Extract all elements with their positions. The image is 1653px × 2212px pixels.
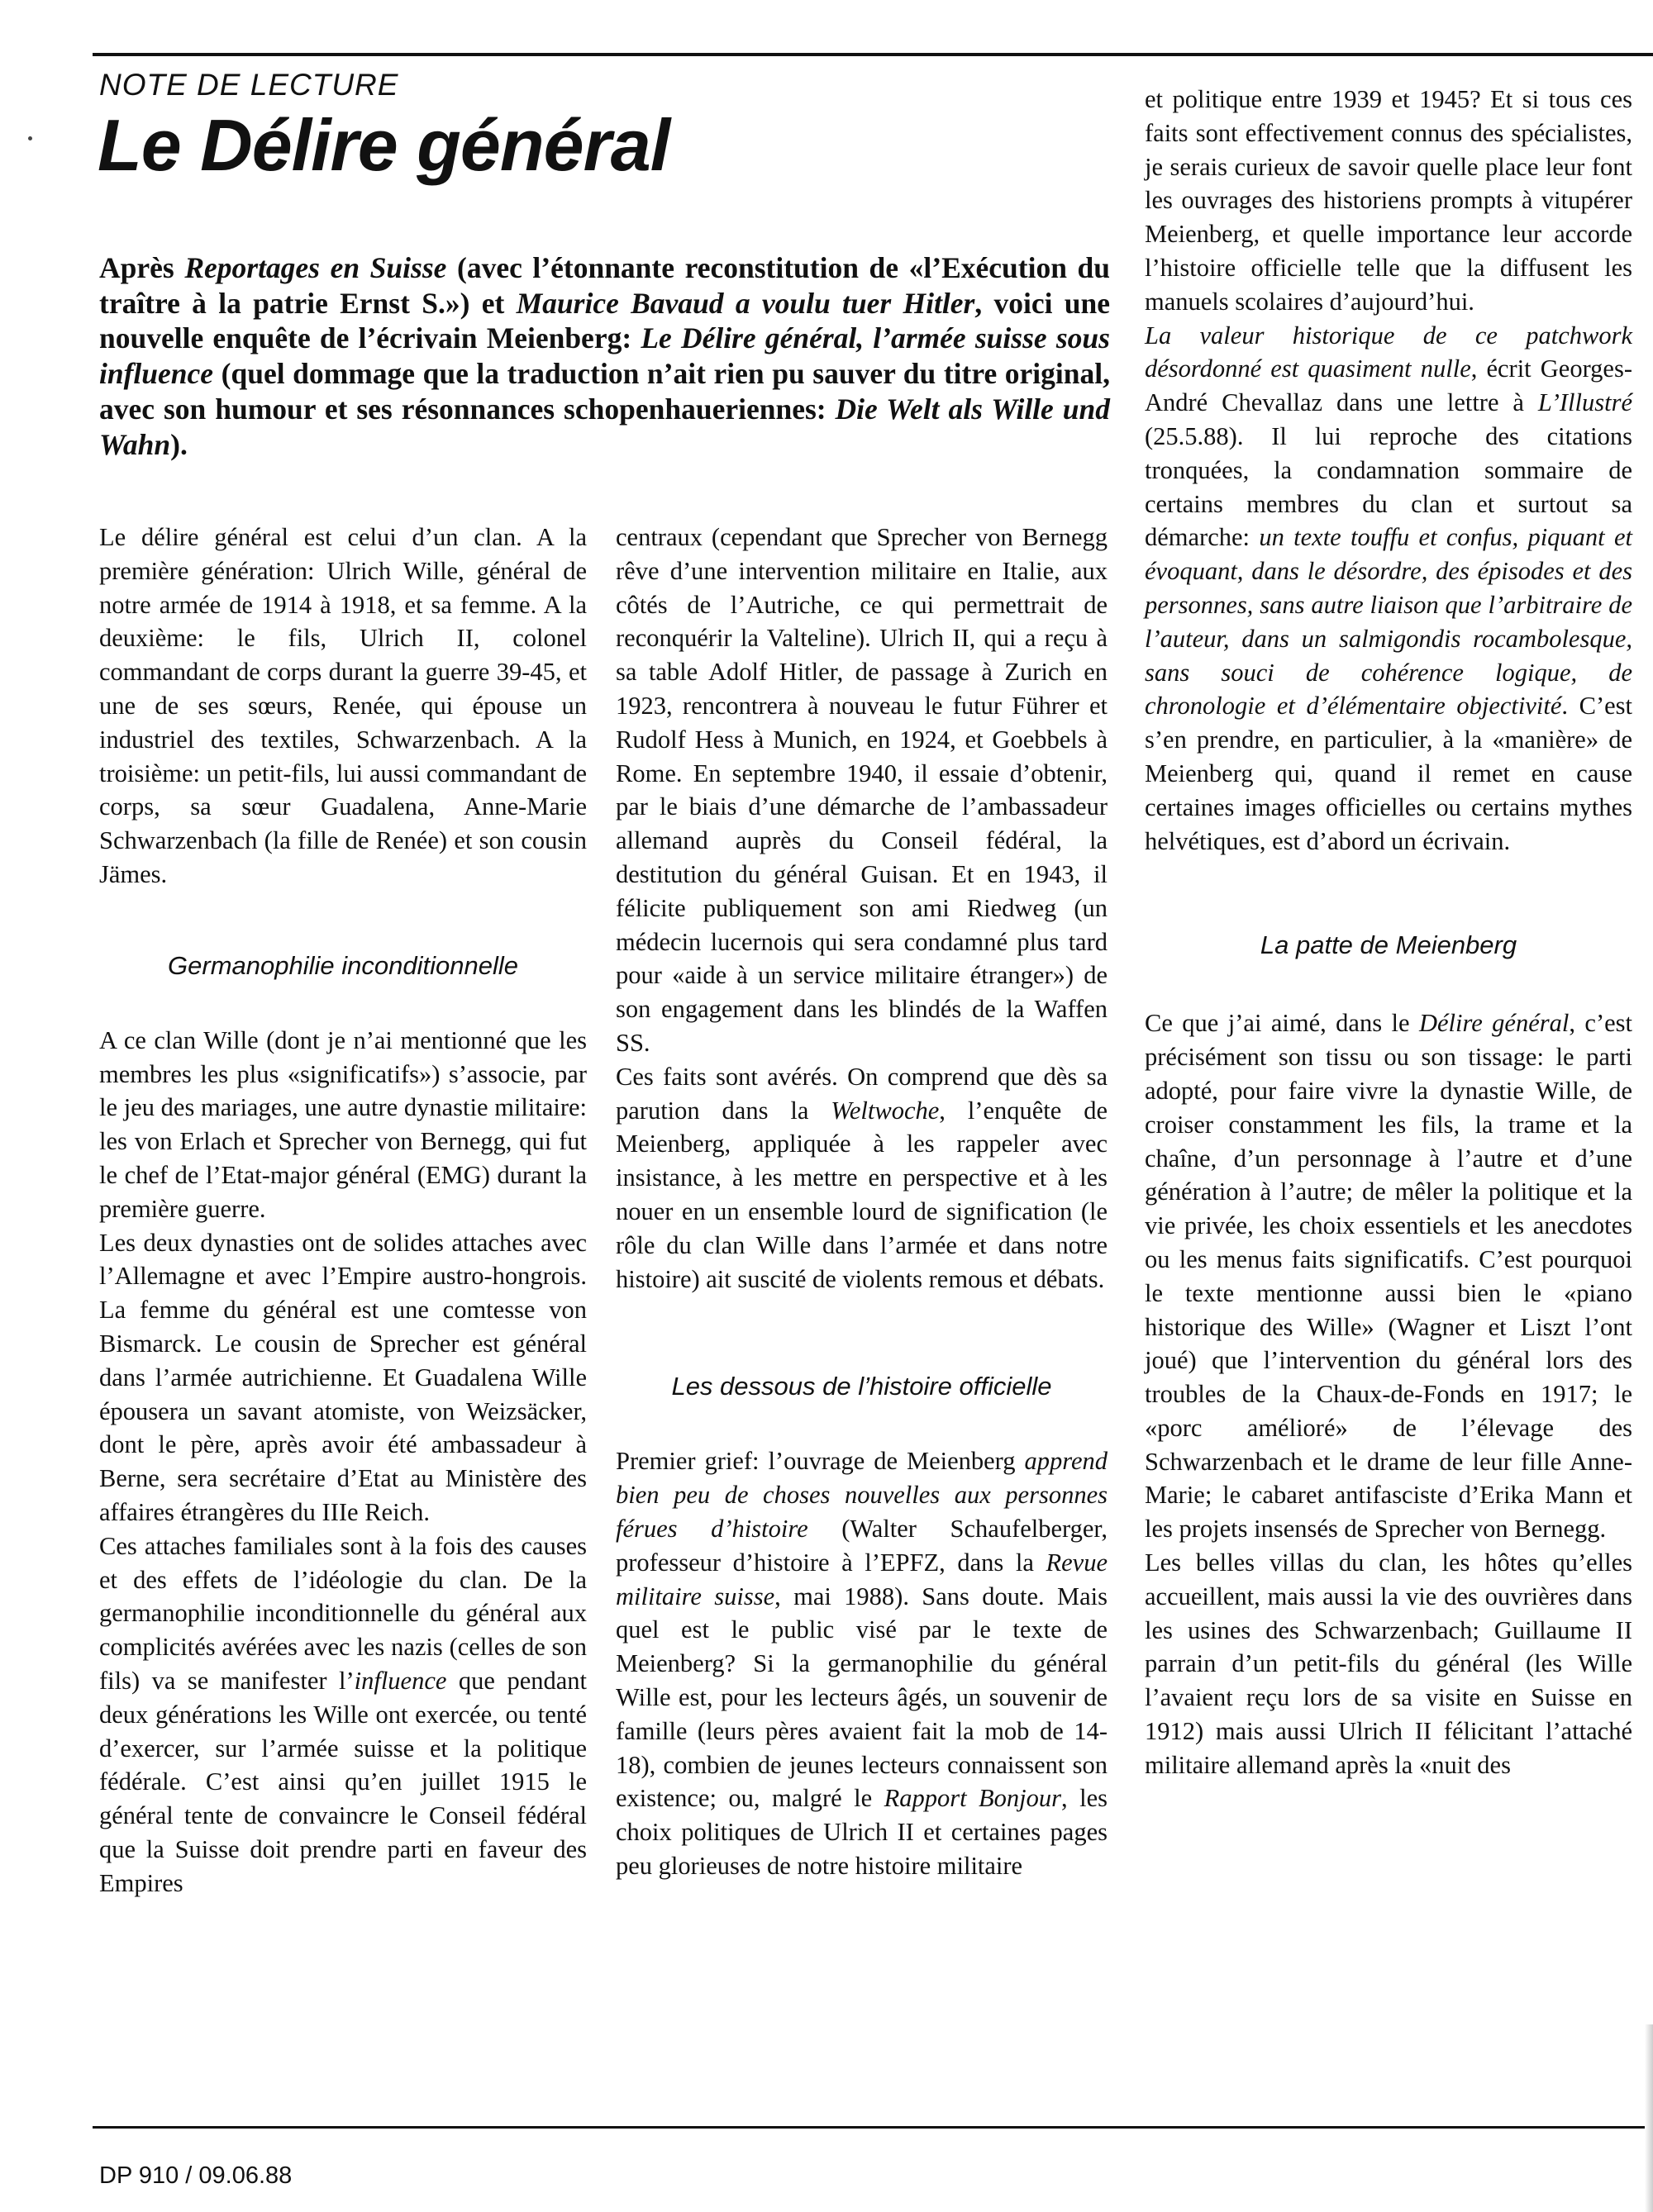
paragraph-text: , mai 1988). Sans doute. Mais quel est le public visé par le texte de Meienberg? Si la germanophilie du général Wille est, pour les lecteurs âgés, un souvenir de famille (leurs pères avaient fait la mob de 14-18), combien de jeunes lecteurs connaissent son existence; ou, malgré le bbox=[616, 1582, 1108, 1813]
paragraph-emphasis: L’Illustré bbox=[1537, 388, 1632, 417]
page-curl-shadow bbox=[1645, 2024, 1653, 2212]
paragraph-text: , l’enquête de Meienberg, appliquée à les rappeler avec insistance, à les mettre en perspective et à les nouer en un ensemble lourd de signification (le rôle du clan Wille dans l’armée et dans notre histoire) ait suscité de violents remous et débats. bbox=[616, 1096, 1108, 1293]
column-2 bbox=[616, 521, 1108, 1883]
article-title: Le Délire général bbox=[98, 104, 670, 186]
paragraph-text: , écrit Georges-André Chevallaz dans une lettre à bbox=[1145, 354, 1632, 417]
paragraph: et politique entre 1939 et 1945? Et si tous ces faits sont effectivement connus des spécialistes, je serais curieux de savoir quelle place leur font les ouvrages des historiens prompts à vitupérer Meienberg, et quelle importance leur accorde l’histoire officielle telle que la diffusent les manuels scolaires d’aujourd’hui. bbox=[1145, 85, 1632, 316]
lead-text: (quel dommage que la traduction n’ait rien pu sauver du titre original, avec son humour et ses résonnances schopenhaueriennes: bbox=[99, 357, 1110, 426]
paragraph bbox=[1145, 1006, 1632, 1546]
lead-text: (avec l’étonnante reconstitution de «l’Exécution du traître à la patrie Ernst S.») et bbox=[99, 251, 1111, 320]
paragraph: A ce clan Wille (dont je n’ai mentionné que les membres les plus «significatifs») s’associe, par le jeu des mariages, une autre dynastie militaire: les von Erlach et Sprecher von Bernegg, qui fut le chef de l’Etat-major général (EMG) durant la première guerre. bbox=[99, 1025, 587, 1223]
paragraph-text: que pendant deux générations les Wille ont exercée, ou tenté d’exercer, sur l’armée suisse et la politique fédérale. C’est ainsi qu’en juillet 1915 le général tente de convaincre le Conseil fédéral que la Suisse doit prendre parti en faveur des Empires bbox=[99, 1666, 588, 1897]
subheading: Les dessous de l’histoire officielle bbox=[671, 1372, 1052, 1401]
paragraph-quote: apprend bien peu de choses nouvelles aux personnes férues d’histoire bbox=[616, 1447, 1108, 1543]
paragraph-emphasis: Revue militaire suisse bbox=[616, 1548, 1108, 1610]
paragraph-emphasis: Rapport Bonjour bbox=[884, 1784, 1062, 1813]
paragraph-text: , c’est précisément son tissu ou son tissage: le parti adopté, pour faire vivre la dynastie Wille, de croiser constamment les fils, la trame et la chaîne, d’un personnage à l’autre et d’une génération à l’autre; de mêler la politique et la vie privée, les choix essentiels et les anecdotes ou les menus faits significatifs. C’est pourquoi le texte mentionne aussi bien le «piano historique des Wille» (Wagner et Liszt l’ont joué) que l’intervention du général lors des troubles de la Chaux-de-Fonds en 1917; le «porc amélioré» de l’élevage des Schwarzenbach et le drame de leur fille Anne-Marie; le cabaret antifasciste d’Erika Mann et les projets insensés de Sprecher von Bernegg. bbox=[1145, 1009, 1632, 1544]
paragraph-text: Premier grief: l’ouvrage de Meienberg bbox=[616, 1447, 1025, 1476]
paragraph-text: , les choix politiques de Ulrich II et certaines pages peu glorieuses de notre histoire militaire bbox=[616, 1784, 1108, 1880]
paragraph-emphasis: Weltwoche bbox=[831, 1096, 940, 1125]
paragraph bbox=[616, 1444, 1108, 1882]
paragraph bbox=[1145, 319, 1632, 859]
lead-text: Après bbox=[99, 251, 185, 284]
paragraph: centraux (cependant que Sprecher von Bernegg rêve d’une intervention militaire en Italie, aux côtés de l’Autriche, ce qui permettrait de reconquérir la Valteline). Ulrich II, qui a reçu à sa table Adolf Hitler, de passage à Zurich en 1923, rencontrera à nouveau le futur Führer et Rudolf Hess à Munich, en 1924, et Goebbels à Rome. En septembre 1940, il essaie d’obtenir, par le biais d’une démarche de l’ambassadeur allemand auprès du Conseil fédéral, la destitution du général Guisan. Et en 1943, il félicite publiquement son ami Riedweg (un médecin lucernois qui sera condamné plus tard pour «aide à un service militaire étranger») de son engagement dans les blindés de la Waffen SS. bbox=[616, 523, 1108, 1057]
paragraph-text: . C’est s’en prendre, en particulier, à la «manière» de Meienberg qui, quand il remet en cause certaines images officielles ou certains mythes helvétiques, est d’abord un écrivain. bbox=[1145, 692, 1632, 855]
section-kicker: NOTE DE LECTURE bbox=[99, 68, 399, 102]
bottom-rule bbox=[93, 2126, 1653, 2129]
lead-text: ). bbox=[170, 427, 188, 461]
paragraph-text: Ce que j’ai aimé, dans le bbox=[1145, 1009, 1419, 1038]
column-1 bbox=[99, 521, 587, 1900]
lead-book-title: Reportages en Suisse bbox=[184, 251, 447, 284]
paragraph-quote: un texte touffu et confus, piquant et évoquant, dans le désordre, des épisodes et des personnes, sans autre liaison que l’arbitraire de l’auteur, dans un salmigondis rocambolesque, sans souci de cohérence logique, de chronologie et d’élémentaire objectivité bbox=[1145, 523, 1632, 721]
subheading: La patte de Meienberg bbox=[1260, 930, 1517, 960]
paragraph bbox=[99, 1529, 587, 1900]
paragraph-text: (Walter Schaufelberger, professeur d’histoire à l’EPFZ, dans la bbox=[616, 1514, 1108, 1577]
paragraph-text: Ces faits sont avérés. On comprend que dès sa parution dans la bbox=[616, 1062, 1108, 1125]
paragraph: Les deux dynasties ont de solides attaches avec l’Allemagne et avec l’Empire austro-hongrois. La femme du général est une comtesse von Bismarck. Le cousin de Sprecher est général dans l’armée autrichienne. Et Guadalena Wille épousera un savant atomiste, von Weizsäcker, dont le père, après avoir été ambassadeur à Berne, sera secrétaire d’Etat au Ministère des affaires étrangères du IIIe Reich. bbox=[99, 1228, 587, 1526]
issue-footer: DP 910 / 09.06.88 bbox=[99, 2162, 293, 2189]
paragraph-quote: La valeur historique de ce patchwork désordonné est quasiment nulle bbox=[1145, 321, 1632, 383]
lead-text: , voici une nouvelle enquête de l’écrivain Meienberg: bbox=[99, 286, 1110, 355]
lead-book-title: Maurice Bavaud a voulu tuer Hitler bbox=[516, 286, 975, 320]
article-lead bbox=[99, 250, 1110, 462]
column-3 bbox=[1145, 83, 1632, 1782]
top-rule bbox=[93, 53, 1653, 56]
lead-book-title: Le Délire général, l’armée suisse sous influence bbox=[99, 321, 1110, 391]
paragraph bbox=[616, 1060, 1108, 1296]
paragraph: Le délire général est celui d’un clan. A la première génération: Ulrich Wille, général de notre armée de 1914 à 1918, et sa femme. A la deuxième: le fils, Ulrich II, colonel commandant de corps durant la guerre 39-45, et une de ses sœurs, Renée, qui épouse un industriel des textiles, Schwarzenbach. A la troisième: un petit-fils, lui aussi commandant de corps, sa sœur Guadalena, Anne-Marie Schwarzenbach (la fille de Renée) et son cousin Jämes. bbox=[99, 523, 587, 888]
paragraph-text: Ces attaches familiales sont à la fois des causes et des effets de l’idéologie du clan. De la germanophilie inconditionnelle du général aux complicités avérées avec les nazis (celles de son fils) va se manifester l’ bbox=[99, 1531, 587, 1695]
lead-book-title: Die Welt als Wille und Wahn bbox=[99, 392, 1110, 461]
paragraph-text: (25.5.88). Il lui reproche des citations tronquées, la condamnation sommaire de certains membres du clan et surtout sa démarche: bbox=[1145, 421, 1632, 552]
paragraph-emphasis: influence bbox=[354, 1666, 447, 1695]
subheading: Germanophilie inconditionnelle bbox=[168, 950, 518, 980]
paragraph-emphasis: Délire général bbox=[1418, 1009, 1570, 1038]
paragraph: Les belles villas du clan, les hôtes qu’elles accueillent, mais aussi la vie des ouvrières dans les usines des Schwarzenbach; Guillaume II parrain d’un petit-fils du général (les Wille l’avaient reçu lors de sa visite en Suisse en 1912) mais aussi Ulrich II félicitant l’attaché militaire allemand après la «nuit des bbox=[1145, 1548, 1632, 1779]
scan-speck bbox=[28, 136, 32, 140]
